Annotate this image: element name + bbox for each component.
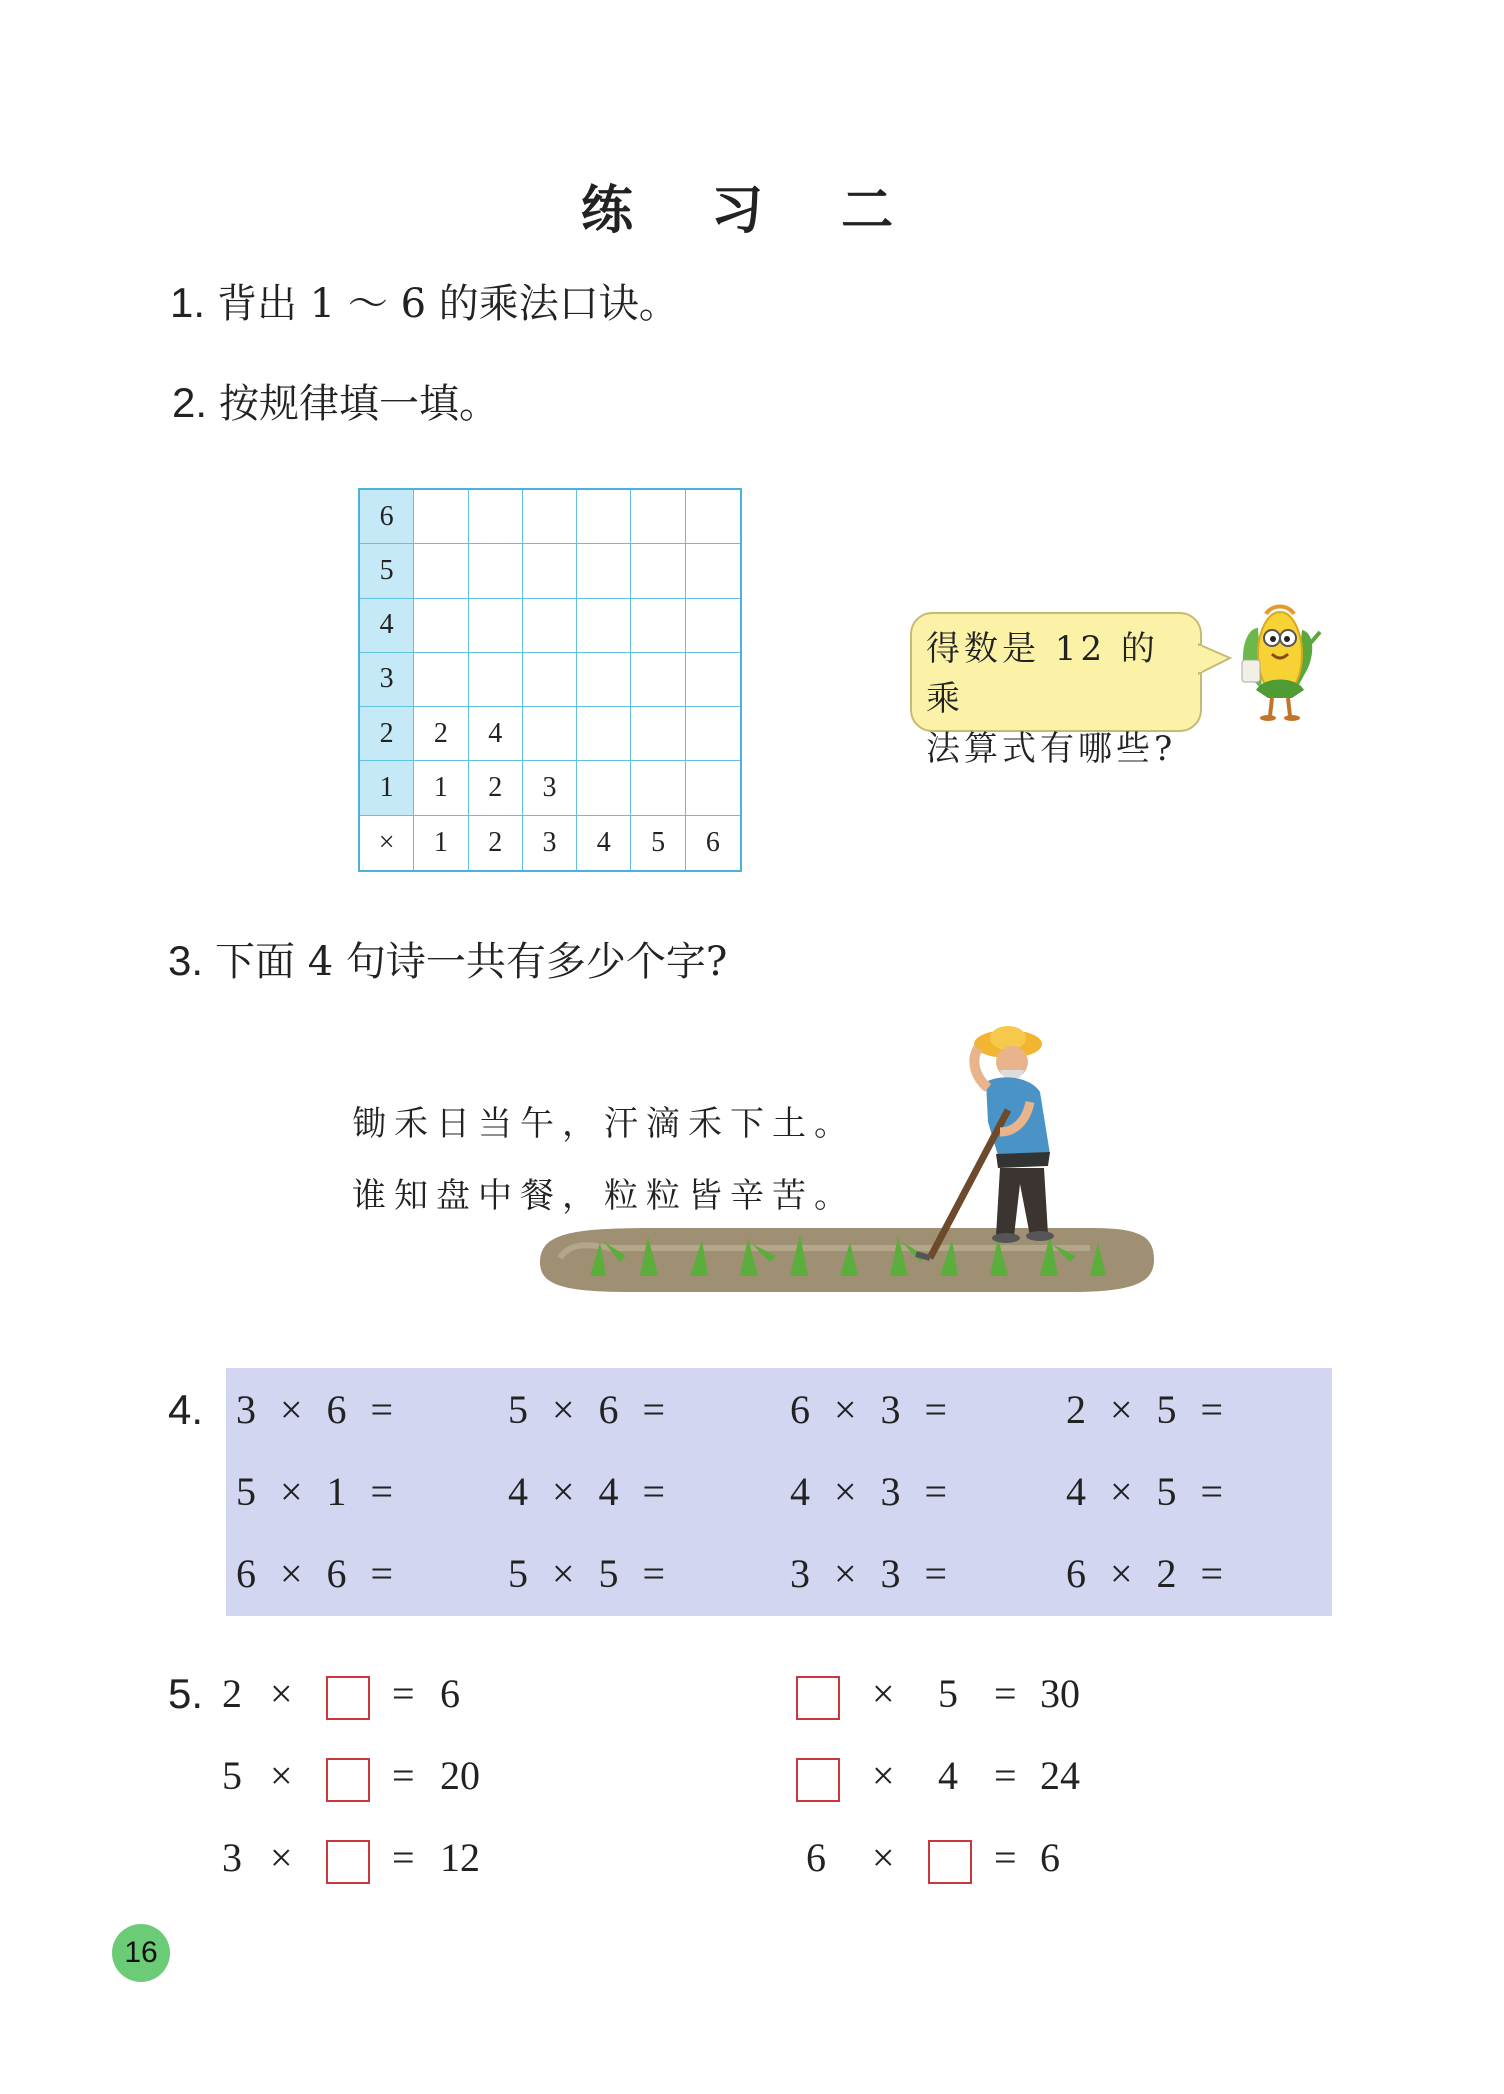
- grid-cell: 3: [360, 653, 414, 707]
- calc-expression: 5 × 6 =: [508, 1387, 666, 1432]
- operand: 4: [938, 1753, 958, 1798]
- grid-cell: 6: [705, 826, 720, 858]
- grid-cell: ×: [360, 816, 414, 870]
- grid-cell: 2: [469, 761, 523, 815]
- operator: ×: [872, 1753, 895, 1798]
- answer-box[interactable]: [928, 1840, 972, 1884]
- grid-cell: 5: [631, 816, 685, 870]
- result: 24: [1040, 1753, 1080, 1798]
- calc-expression: 6 × 2 =: [1066, 1551, 1224, 1596]
- grid-cell[interactable]: [631, 490, 685, 544]
- grid-cell: 4: [577, 816, 631, 870]
- poem-line-1: 锄禾日当午，汗滴禾下土。: [352, 1104, 856, 1144]
- calc-expression: 3 × 3 =: [790, 1551, 948, 1596]
- operand: 5: [222, 1753, 242, 1798]
- calc-expression: 6 × 3 =: [790, 1387, 948, 1432]
- operator: ×: [270, 1753, 293, 1798]
- grid-cell: 1: [414, 761, 468, 815]
- grid-cell: 3: [523, 816, 577, 870]
- grid-cell[interactable]: [523, 544, 577, 598]
- answer-box[interactable]: [796, 1758, 840, 1802]
- answer-box[interactable]: [326, 1758, 370, 1802]
- operator: ×: [270, 1835, 293, 1880]
- grid-cell[interactable]: [577, 544, 631, 598]
- grid-cell[interactable]: [577, 490, 631, 544]
- grid-cell: 5: [360, 544, 414, 598]
- page-number-badge: 16: [112, 1924, 170, 1982]
- grid-cell: 2: [414, 707, 468, 761]
- bubble-line-1: 得数是 12 的乘: [926, 629, 1159, 719]
- operand: 3: [222, 1835, 242, 1880]
- grid-cell[interactable]: [469, 599, 523, 653]
- answer-box[interactable]: [326, 1676, 370, 1720]
- grid-cell[interactable]: [577, 653, 631, 707]
- grid-cell[interactable]: [469, 544, 523, 598]
- result: 20: [440, 1753, 480, 1798]
- equals-sign: =: [994, 1835, 1017, 1880]
- question-text: 按规律填一填。: [219, 381, 500, 427]
- grid-cell[interactable]: [523, 490, 577, 544]
- grid-cell[interactable]: [631, 707, 685, 761]
- grid-cell[interactable]: [631, 761, 685, 815]
- result: 30: [1040, 1671, 1080, 1716]
- grid-cell[interactable]: [523, 599, 577, 653]
- operator: ×: [872, 1835, 895, 1880]
- grid-cell[interactable]: [414, 653, 468, 707]
- grid-cell: 2: [360, 707, 414, 761]
- grid-cell[interactable]: [414, 490, 468, 544]
- grid-cell[interactable]: [414, 599, 468, 653]
- grid-cell: 4: [360, 599, 414, 653]
- grid-cell[interactable]: [631, 544, 685, 598]
- grid-cell[interactable]: [577, 707, 631, 761]
- result: 6: [440, 1671, 460, 1716]
- calc-expression: 5 × 1 =: [236, 1469, 394, 1514]
- question-2: [172, 372, 499, 429]
- speech-bubble: [910, 612, 1202, 769]
- bubble-line-2: 法算式有哪些?: [926, 729, 1177, 769]
- question-1: [170, 272, 679, 329]
- grid-cell[interactable]: [469, 490, 523, 544]
- question-number: 3.: [168, 937, 204, 984]
- corn-mascot-icon: [1236, 598, 1330, 722]
- calc-expression: 4 × 3 =: [790, 1469, 948, 1514]
- grid-cell[interactable]: [686, 707, 740, 761]
- question-text: 下面 4 句诗一共有多少个字?: [215, 939, 728, 985]
- page-title: 练 习 二: [580, 181, 924, 241]
- grid-cell: 1: [414, 816, 468, 870]
- multiplication-grid: [358, 488, 742, 872]
- grid-cell[interactable]: [686, 761, 740, 815]
- calc-expression: 2 × 5 =: [1066, 1387, 1224, 1432]
- farmer-field-illustration: [530, 1022, 1160, 1312]
- equals-sign: =: [994, 1671, 1017, 1716]
- poem-line-2: 谁知盘中餐，粒粒皆辛苦。: [352, 1176, 856, 1216]
- grid-cell: 4: [469, 707, 523, 761]
- calc-expression: 5 × 5 =: [508, 1551, 666, 1596]
- operand: 5: [938, 1671, 958, 1716]
- grid-cell[interactable]: [577, 599, 631, 653]
- grid-cell[interactable]: [631, 653, 685, 707]
- equals-sign: =: [994, 1753, 1017, 1798]
- question-text: 背出 1 ～ 6 的乘法口诀。: [217, 281, 679, 327]
- grid-cell[interactable]: [686, 599, 740, 653]
- grid-cell[interactable]: [686, 490, 740, 544]
- result: 6: [1040, 1835, 1060, 1880]
- grid-cell[interactable]: [631, 599, 685, 653]
- operand: 6: [806, 1835, 826, 1880]
- calc-expression: 4 × 4 =: [508, 1469, 666, 1514]
- answer-box[interactable]: [796, 1676, 840, 1720]
- operator: ×: [270, 1671, 293, 1716]
- question-3: [168, 930, 727, 987]
- calc-expression: 6 × 6 =: [236, 1551, 394, 1596]
- result: 12: [440, 1835, 480, 1880]
- grid-cell: 6: [360, 490, 414, 544]
- grid-cell[interactable]: [686, 544, 740, 598]
- equals-sign: =: [392, 1671, 415, 1716]
- answer-box[interactable]: [326, 1840, 370, 1884]
- calc-expression: 3 × 6 =: [236, 1387, 394, 1432]
- grid-cell: 2: [469, 816, 523, 870]
- grid-cell: 1: [360, 761, 414, 815]
- grid-cell[interactable]: [577, 761, 631, 815]
- operand: 2: [222, 1671, 242, 1716]
- question-number: 2.: [172, 379, 208, 426]
- calc-expression: 4 × 5 =: [1066, 1469, 1224, 1514]
- question-4-number: 4.: [168, 1386, 204, 1433]
- grid-cell[interactable]: [469, 653, 523, 707]
- grid-cell: 3: [523, 761, 577, 815]
- grid-cell[interactable]: [686, 653, 740, 707]
- grid-cell[interactable]: [523, 707, 577, 761]
- equals-sign: =: [392, 1835, 415, 1880]
- grid-cell[interactable]: [523, 653, 577, 707]
- operator: ×: [872, 1671, 895, 1716]
- bubble-tail: [1198, 640, 1234, 680]
- equals-sign: =: [392, 1753, 415, 1798]
- question-number: 1.: [170, 279, 206, 326]
- question-5-number: 5.: [168, 1670, 204, 1717]
- grid-cell[interactable]: [414, 544, 468, 598]
